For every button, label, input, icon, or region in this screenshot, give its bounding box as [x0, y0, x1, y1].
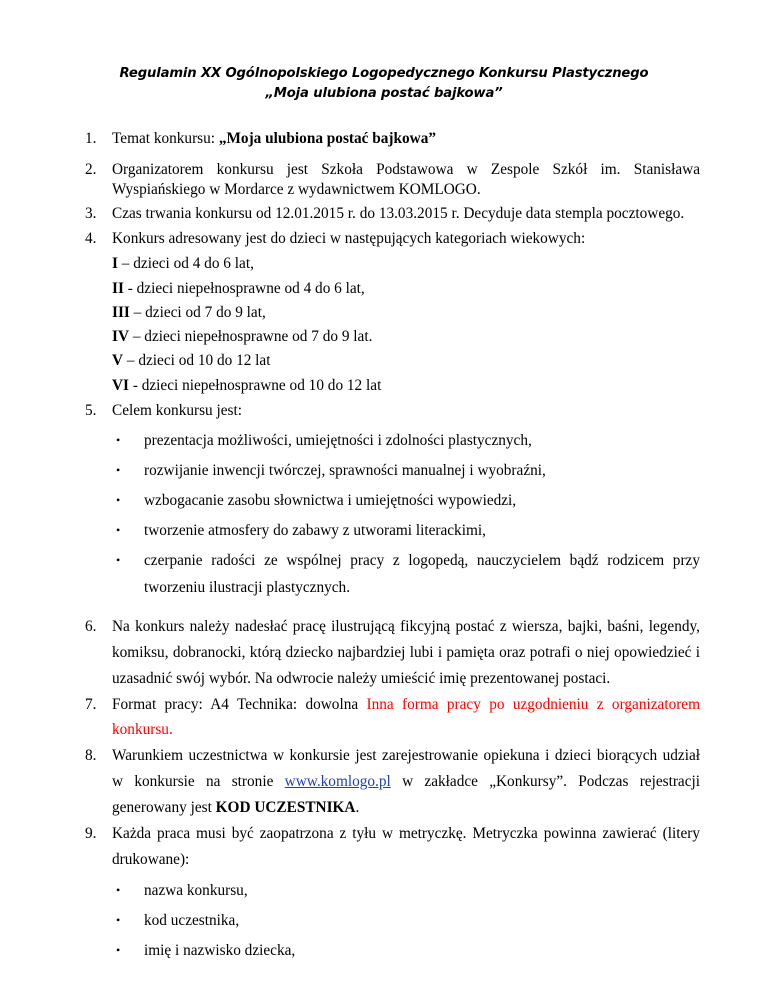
item-number: 2.: [85, 161, 97, 178]
category-roman: III: [112, 304, 130, 321]
item-number: 6.: [85, 618, 97, 635]
participant-code-label: KOD UCZESTNIKA: [215, 799, 356, 816]
item-number: 5.: [85, 402, 97, 419]
item-1-label: Temat konkursu:: [112, 130, 219, 147]
komlogo-link[interactable]: www.komlogo.pl: [284, 773, 391, 790]
item-9-line-2: drukowane):: [112, 851, 190, 868]
bullet-icon: •: [116, 493, 121, 507]
age-category: [112, 256, 254, 271]
item-7-line-1: [112, 697, 700, 712]
category-desc: – dzieci od 7 do 9 lat,: [129, 304, 266, 321]
item-3-text: Czas trwania konkursu od 12.01.2015 r. do 13.03.2015 r. Decyduje data stempla pocztowego.: [112, 205, 685, 222]
bullet-icon: •: [116, 553, 121, 567]
category-desc: – dzieci niepełnosprawne od 7 do 9 lat.: [129, 328, 373, 345]
bullet-icon: •: [116, 883, 121, 897]
goal-item: tworzenie atmosfery do zabawy z utworami literackimi,: [144, 522, 486, 539]
item-5-text: Celem konkursu jest:: [112, 402, 243, 419]
category-desc: – dzieci od 4 do 6 lat,: [117, 255, 254, 272]
category-roman: V: [112, 352, 124, 369]
document-subtitle: „Moja ulubiona postać bajkowa”: [265, 86, 503, 101]
goal-item: rozwijanie inwencji twórczej, sprawności manualnej i wyobraźni,: [144, 462, 546, 479]
item-number: 4.: [85, 230, 97, 247]
item-number: 7.: [85, 696, 97, 713]
item-number: 1.: [85, 130, 97, 147]
category-roman: VI: [112, 377, 129, 394]
category-roman: I: [112, 255, 118, 272]
item-8-line-2-pre: w konkursie na stronie: [112, 773, 285, 790]
item-8-line-1: Warunkiem uczestnictwa w konkursie jest zarejestrowanie opiekuna i dzieci biorących udział: [112, 747, 700, 764]
bullet-icon: •: [116, 463, 121, 477]
age-category: [112, 281, 365, 296]
document-title: Regulamin XX Ogólnopolskiego Logopedycznego Konkursu Plastycznego: [119, 66, 649, 81]
category-roman: IV: [112, 328, 129, 345]
age-category: [112, 353, 270, 368]
item-8-line-3-pre: generowany jest: [112, 799, 216, 816]
item-6-line-2: komiksu, dobranocki, którą dziecko najbardziej lubi i pamięta oraz potrafi o niej opowiedzieć i: [112, 644, 700, 661]
category-desc: - dzieci niepełnosprawne od 4 do 6 lat,: [123, 280, 365, 297]
item-number: 9.: [85, 825, 97, 842]
item-8-line-2: [112, 774, 700, 789]
item-6-line-3: uzasadnić swój wybór. Na odwrocie należy umieścić imię prezentowanej postaci.: [112, 670, 611, 687]
item-4-text: Konkurs adresowany jest do dzieci w następujących kategoriach wiekowych:: [112, 230, 586, 247]
label-field-item: nazwa konkursu,: [144, 882, 248, 899]
item-9-line-1: Każda praca musi być zaopatrzona z tyłu w metryczkę. Metryczka powinna zawierać (litery: [112, 825, 700, 842]
item-8-line-2-post: w zakładce „Konkursy”. Podczas rejestracji: [390, 773, 700, 790]
bullet-icon: •: [116, 433, 121, 447]
goal-item: wzbogacanie zasobu słownictwa i umiejętności wypowiedzi,: [144, 492, 517, 509]
bullet-icon: •: [116, 943, 121, 957]
goal-item: prezentacja możliwości, umiejętności i zdolności plastycznych,: [144, 432, 532, 449]
item-6-line-1: Na konkurs należy nadesłać pracę ilustrującą fikcyjną postać z wiersza, bajki, baśni, legendy,: [112, 618, 700, 635]
category-desc: – dzieci od 10 do 12 lat: [123, 352, 271, 369]
age-category: [112, 305, 266, 320]
item-1-text: [112, 131, 436, 146]
age-category: [112, 329, 372, 344]
category-desc: - dzieci niepełnosprawne od 10 do 12 lat: [129, 377, 382, 394]
other-form-note: Inna forma pracy po uzgodnieniu z organizatorem: [366, 696, 700, 713]
age-category: [112, 378, 381, 393]
category-roman: II: [112, 280, 124, 297]
item-8-line-3-post: .: [355, 799, 360, 816]
goal-item: czerpanie radości ze wspólnej pracy z logopedą, nauczycielem bądź rodzicem przy: [144, 552, 700, 569]
goal-item-continuation: tworzeniu ilustracji plastycznych.: [144, 579, 351, 596]
contest-theme: „Moja ulubiona postać bajkowa”: [218, 130, 437, 147]
label-field-item: kod uczestnika,: [144, 912, 240, 929]
item-8-line-3: [112, 800, 359, 815]
format-text: Format pracy: A4 Technika: dowolna: [112, 696, 367, 713]
item-number: 8.: [85, 747, 97, 764]
other-form-note-continuation: konkursu.: [112, 721, 173, 738]
bullet-icon: •: [116, 913, 121, 927]
item-2-line-1: Organizatorem konkursu jest Szkoła Podstawowa w Zespole Szkół im. Stanisława: [112, 161, 700, 178]
label-field-item: imię i nazwisko dziecka,: [144, 942, 296, 959]
bullet-icon: •: [116, 523, 121, 537]
item-2-line-2: Wyspiańskiego w Mordarce z wydawnictwem KOMLOGO.: [112, 181, 481, 198]
item-number: 3.: [85, 205, 97, 222]
